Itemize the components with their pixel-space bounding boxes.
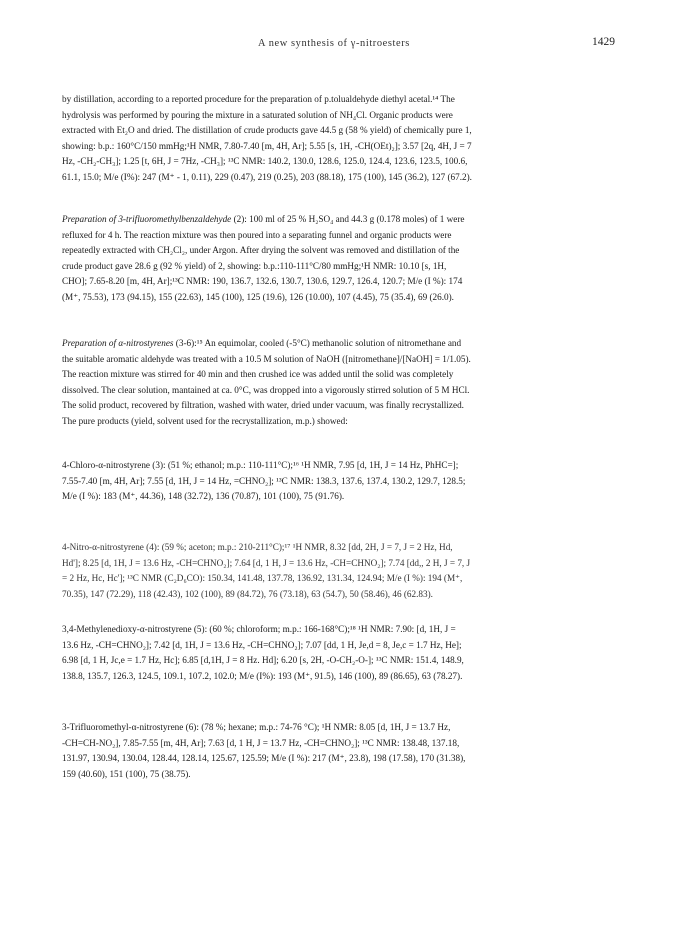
text-line: -CH=CH-NO₂], 7.85-7.55 [m, 4H, Ar]; 7.63 [d, 1 H, J = 13.7 Hz, -CH=CHNO₂]; ¹³C NMR: 138.48, 137.18, [62, 737, 460, 748]
paragraph-compound-3 [62, 458, 613, 505]
text-line: = 2 Hz, Hc, Hc']; ¹³C NMR (C₂D₆CO): 150.34, 141.48, 137.78, 136.92, 131.34, 124.94; M/e (I %): 194 (M⁺, [62, 573, 463, 584]
text-line: 4-Chloro-α-nitrostyrene (3): (51 %; ethanol; m.p.: 110-111°C);¹⁶ ¹H NMR, 7.95 [d, 1H, J = 14 Hz, PhHC=]; [62, 460, 459, 470]
text-line: extracted with Et₂O and dried. The distillation of crude products gave 44.5 g (58 % yield) of chemically pure 1, [62, 125, 472, 136]
text-line: Hd']; 8.25 [d, 1H, J = 13.6 Hz, -CH=CHNO₂]; 7.64 [d, 1 H, J = 13.6 Hz, -CH=CHNO₂]; 7.74 [dd,, 2 H, J = 7, J [62, 557, 471, 568]
text-line: 4-Nitro-α-nitrostyrene (4): (59 %; aceton; m.p.: 210-211°C);¹⁷ ¹H NMR, 8.32 [dd, 2H, J = 7, J = 2 Hz, Hd, [62, 542, 453, 552]
text-line: hydrolysis was performed by pouring the mixture in a saturated solution of NH₄Cl. Organic products were [62, 109, 453, 120]
text-line: 138.8, 135.7, 126.3, 124.5, 109.1, 107.2, 102.0; M/e (I%): 193 (M⁺, 91.5), 146 (100), 89 (86.65), 63 (78.27). [62, 670, 463, 681]
text-line: The pure products (yield, solvent used for the recrystallization, m.p.) showed: [62, 415, 348, 426]
text-line: the suitable aromatic aldehyde was treated with a 10.5 M solution of NaOH ([nitromethane]/[NaOH] = 1/1.05). [62, 353, 471, 364]
text-line [62, 336, 613, 352]
text-line: 70.35), 147 (72.29), 118 (42.43), 102 (100), 89 (84.72), 76 (73.18), 63 (54.7), 50 (58.46), 46 (62.83). [62, 588, 433, 599]
paragraph-preparation-3-6 [62, 336, 613, 430]
paragraph-preparation-2 [62, 212, 613, 306]
text-line: repeatedly extracted with CH₂Cl₂, under Argon. After drying the solvent was removed and distillation of the [62, 245, 460, 256]
section-heading: Preparation of α-nitrostyrenes [62, 338, 174, 348]
text-line [62, 212, 613, 228]
text-line: by distillation, according to a reported procedure for the preparation of p.tolualdehyde diethyl acetal.¹⁴ The [62, 94, 455, 104]
text-line: refluxed for 4 h. The reaction mixture was then poured into a separating funnel and organic products were [62, 229, 452, 240]
text-line: The reaction mixture was stirred for 40 min and then crushed ice was added until the solid was completely [62, 369, 454, 380]
text-line: 159 (40.60), 151 (100), 75 (38.75). [62, 768, 191, 779]
text-line: 13.6 Hz, -CH=CHNO₂]; 7.42 [d, 1H, J = 13.6 Hz, -CH=CHNO₂]; 7.07 [dd, 1 H, Je,d = 8, Je,c = 1.7 Hz, He]; [62, 639, 462, 650]
paragraph-compound-6 [62, 720, 613, 782]
page-number: 1429 [592, 36, 615, 48]
text-line: 6.98 [d, 1 H, Jc,e = 1.7 Hz, Hc]; 6.85 [d,1H, J = 8 Hz. Hd]; 6.20 [s, 2H, -O-CH₂-O-]; ¹³C NMR: 151.4, 148.9, [62, 655, 464, 666]
text-line-body: (3-6):¹⁵ An equimolar, cooled (-5°C) methanolic solution of nitromethane and [175, 338, 462, 348]
text-line: The solid product, recovered by filtration, washed with water, dried under vacuum, was finally recrystallized. [62, 400, 464, 411]
text-line: 3-Trifluoromethyl-α-nitrostyrene (6): (78 %; hexane; m.p.: 74-76 °C); ¹H NMR: 8.05 [d, 1H, J = 13.7 Hz, [62, 722, 451, 732]
text-line: 61.1, 15.0; M/e (I%): 247 (M⁺ - 1, 0.11), 229 (0.47), 219 (0.25), 203 (88.18), 175 (100), 145 (36.2), 127 (67.2). [62, 171, 472, 182]
running-title: A new synthesis of γ-nitroesters [258, 38, 410, 49]
text-line: (M⁺, 75.53), 173 (94.15), 155 (22.63), 145 (100), 125 (19.6), 126 (10.00), 107 (4.45), 75 (35.4), 69 (26.0). [62, 291, 454, 302]
text-line: crude product gave 28.6 g (92 % yield) of 2, showing: b.p.:110-111°C/80 mmHg;¹H NMR: 10.10 [s, 1H, [62, 260, 447, 271]
text-line: showing: b.p.: 160°C/150 mmHg;¹H NMR, 7.80-7.40 [m, 4H, Ar]; 5.55 [s, 1H, -CH(OEt)₂]; 3.57 [2q, 4H, J = 7 [62, 140, 472, 151]
text-line: CHO]; 7.65-8.20 [m, 4H, Ar];¹³C NMR: 190, 136.7, 132.6, 130.7, 130.6, 129.7, 126.4, 120.7; M/e (I %): 174 [62, 276, 463, 287]
section-heading: Preparation of 3-trifluoromethylbenzaldehyde [62, 214, 232, 224]
text-line: 7.55-7.40 [m, 4H, Ar]; 7.55 [d, 1H, J = 14 Hz, =CHNO₂]; ¹³C NMR: 138.3, 137.6, 137.4, 130.2, 129.7, 128.5; [62, 475, 466, 486]
paragraph-compound-4 [62, 540, 613, 602]
text-line-body: (2): 100 ml of 25 % H₂SO₄ and 44.3 g (0.178 moles) of 1 were [233, 214, 465, 224]
text-line: 131.97, 130.94, 130.04, 128.44, 128.14, 125.67, 125.59; M/e (I %): 217 (M⁺, 23.8), 198 (17.58), 170 (31.38), [62, 753, 466, 764]
paragraph-continuation [62, 92, 613, 186]
paragraph-compound-5 [62, 622, 613, 684]
text-line: 3,4-Methylenedioxy-α-nitrostyrene (5): (60 %; chloroform; m.p.: 166-168°C);¹⁸ ¹H NMR: 7.90: [d, 1H, J = [62, 624, 456, 634]
text-line: dissolved. The clear solution, mantained at ca. 0°C, was dropped into a vigorously stirred solution of 5 M HCl. [62, 384, 470, 395]
text-line: Hz, -CH₂-CH₃]; 1.25 [t, 6H, J = 7Hz, -CH₃]; ¹³C NMR: 140.2, 130.0, 128.6, 125.0, 124.4, 123.6, 123.5, 100.6, [62, 156, 468, 167]
text-line: M/e (I %): 183 (M⁺, 44.36), 148 (32.72), 136 (70.87), 101 (100), 75 (91.76). [62, 491, 345, 502]
